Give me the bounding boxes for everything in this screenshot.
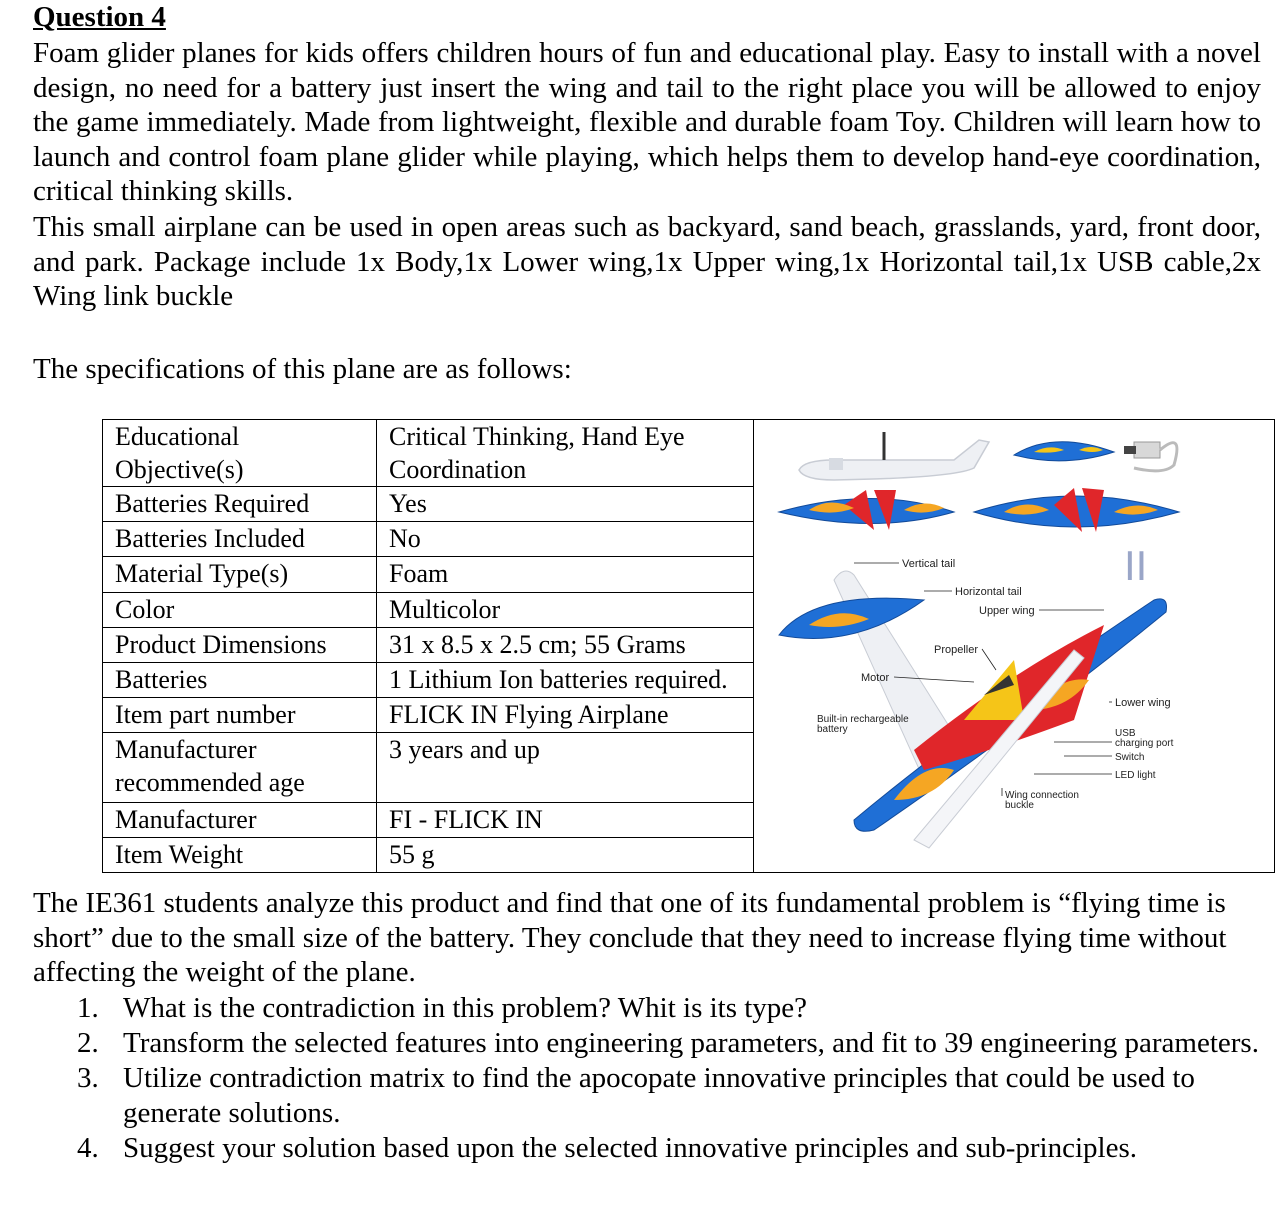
label-usb-2: charging port [1115, 738, 1174, 749]
upper-wing-part [974, 488, 1179, 532]
spec-value: 3 years and up [377, 733, 754, 802]
list-text: Utilize contradiction matrix to find the apocopate innovative principles that could be used to generate solutions. [123, 1062, 1195, 1129]
lower-wing-part [779, 490, 954, 530]
list-text: Suggest your solution based upon the selected innovative principles and sub-principles. [123, 1132, 1137, 1164]
label-battery: Built-in rechargeable [817, 714, 909, 725]
label-propeller: Propeller [934, 644, 979, 656]
product-diagram [774, 420, 1194, 872]
spec-label: Manufacturer recommended age [103, 733, 377, 802]
table-row [103, 420, 1275, 487]
question-list [33, 991, 1261, 1166]
list-item [33, 991, 1261, 1026]
list-number: 2. [77, 1027, 99, 1059]
spec-value: FLICK IN Flying Airplane [377, 698, 754, 733]
list-text: What is the contradiction in this problem? Whit is its type? [123, 992, 808, 1024]
spec-value: Critical Thinking, Hand Eye Coordination [377, 420, 754, 487]
list-text: Transform the selected features into engineering parameters, and fit to 39 engineering parameters. [123, 1027, 1259, 1059]
spec-label: Color [103, 592, 377, 627]
spec-value: Foam [377, 557, 754, 592]
label-horizontal-tail: Horizontal tail [955, 586, 1022, 598]
label-switch: Switch [1115, 752, 1145, 763]
product-diagram-cell [754, 420, 1275, 873]
spec-label: Item Weight [103, 837, 377, 872]
spec-label: Product Dimensions [103, 627, 377, 662]
label-led: LED light [1115, 770, 1156, 781]
spec-value: 1 Lithium Ion batteries required. [377, 662, 754, 697]
spec-value: 31 x 8.5 x 2.5 cm; 55 Grams [377, 627, 754, 662]
list-item [33, 1026, 1261, 1061]
spec-table [102, 419, 1275, 873]
intro-paragraph: Foam glider planes for kids offers children hours of fun and educational play. Easy to install with a novel design, no need for a battery just insert the wing and tail to the right place you will be allowed to enjoy the game immediately. Made from lightweight, flexible and durable foam Toy. Children will learn how to launch and control foam plane glider while playing, which helps them to develop hand-eye coordination, critical thinking skills. [33, 37, 1261, 207]
spec-value: Multicolor [377, 592, 754, 627]
spec-label: Batteries Included [103, 522, 377, 557]
spec-value: FI - FLICK IN [377, 802, 754, 837]
list-number: 3. [77, 1062, 99, 1094]
spec-label: Item part number [103, 698, 377, 733]
fuselage-part [799, 432, 989, 480]
list-number: 1. [77, 992, 99, 1024]
spec-label: Batteries Required [103, 487, 377, 522]
spec-label: Batteries [103, 662, 377, 697]
label-battery-2: battery [817, 724, 848, 735]
spec-value: Yes [377, 487, 754, 522]
label-upper-wing: Upper wing [979, 605, 1035, 617]
usb-cable-part [1124, 442, 1177, 471]
assembled-plane [779, 571, 1167, 848]
label-wing-buckle: Wing connection [1005, 790, 1079, 801]
question-heading: Question 4 [33, 1, 166, 33]
label-usb: USB [1115, 728, 1136, 739]
wing-buckle-icon: II [1124, 542, 1148, 589]
list-item [33, 1061, 1261, 1131]
spec-value: No [377, 522, 754, 557]
horizontal-tail-part [1014, 442, 1114, 461]
usage-paragraph: This small airplane can be used in open areas such as backyard, sand beach, grasslands, yard, front door, and park. Package include 1x Body,1x Lower wing,1x Upper wing,1x Horizontal tail,1x USB cable,2x Wing link buckle [33, 211, 1261, 312]
spec-label: Manufacturer [103, 802, 377, 837]
label-vertical-tail: Vertical tail [902, 558, 956, 570]
problem-paragraph: The IE361 students analyze this product and find that one of its fundamental problem is “flying time is short” due to the small size of the battery. They conclude that they need to increase flying time without affecting the weight of the plane. [33, 887, 1227, 988]
spec-label: Educational Objective(s) [103, 420, 377, 487]
label-wing-buckle-2: buckle [1005, 800, 1034, 811]
spec-value: 55 g [377, 837, 754, 872]
label-motor: Motor [861, 672, 890, 684]
label-lower-wing: Lower wing [1115, 697, 1171, 709]
list-number: 4. [77, 1132, 99, 1164]
spec-intro: The specifications of this plane are as follows: [33, 353, 572, 385]
list-item [33, 1131, 1261, 1166]
spec-label: Material Type(s) [103, 557, 377, 592]
